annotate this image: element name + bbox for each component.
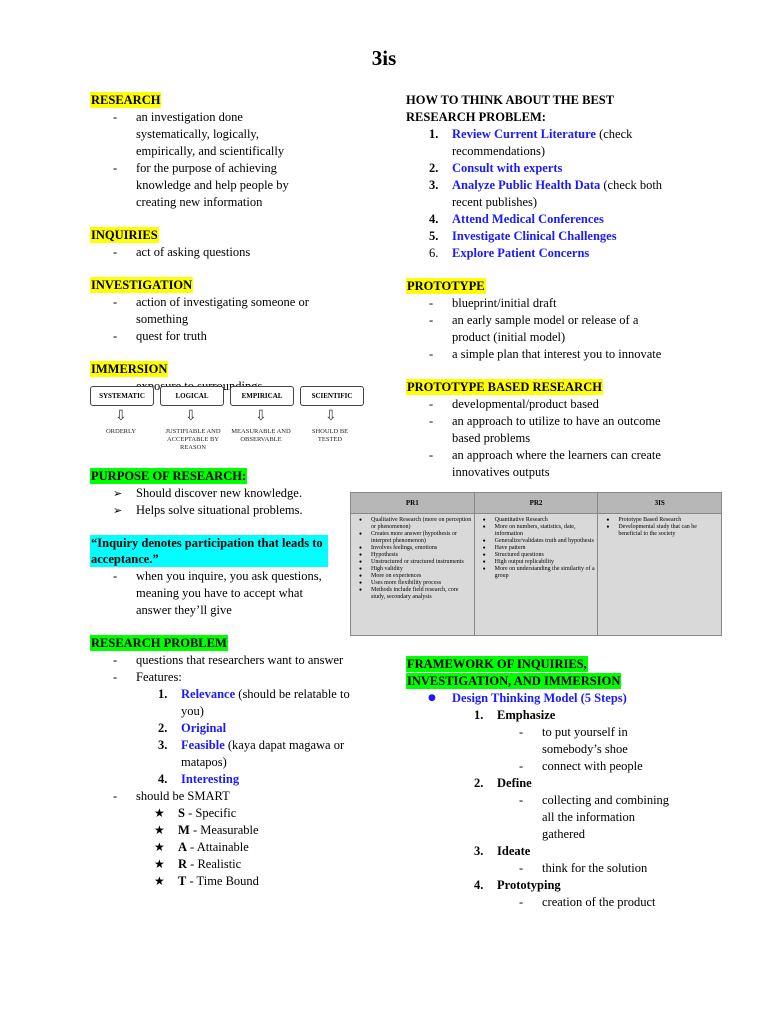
comparison-table: [350, 492, 722, 636]
prototype-based-heading: PROTOTYPE BASED RESEARCH: [407, 380, 602, 394]
right-column: [406, 92, 706, 481]
smart-item: ★ A - Attainable: [90, 839, 362, 856]
purpose-section: [90, 468, 362, 519]
framework-section: [406, 656, 706, 911]
table-cell-pr2: [474, 514, 598, 636]
table-bullet: ● Quantitative Research: [481, 517, 596, 524]
smart-intro: - should be SMART: [90, 788, 362, 805]
framework-step: 2. Define - collecting and combining all the information gathered: [406, 775, 706, 843]
inquiries-heading: INQUIRIES: [91, 228, 158, 242]
inquiries-section: [90, 227, 362, 261]
table-header: 3IS: [598, 493, 722, 514]
left-column: [90, 92, 362, 395]
inquiries-item: - act of asking questions: [90, 244, 362, 261]
framework-model: ● Design Thinking Model (5 Steps): [406, 690, 706, 707]
prototype-item: - an early sample model or release of a product (initial model): [406, 312, 671, 346]
research-item: - for the purpose of achieving knowledge and help people by creating new information: [90, 160, 315, 211]
prototype-item: - blueprint/initial draft: [406, 295, 671, 312]
framework-step: 3. Ideate - think for the solution: [406, 843, 706, 877]
prototype-section: [406, 278, 706, 363]
table-bullet: ● High validity: [357, 566, 472, 573]
feature-item: 1. Relevance (should be relatable to you): [158, 687, 350, 718]
best-problem-item: 5. Investigate Clinical Challenges: [429, 229, 617, 243]
step-item: - think for the solution: [406, 860, 706, 877]
page-title: 3is: [371, 46, 397, 70]
down-arrow-icon: ⇩: [325, 408, 337, 424]
research-characteristics-diagram: [90, 386, 362, 456]
diagram-box: LOGICAL: [160, 386, 224, 406]
feature-item: 2. Original: [158, 721, 227, 735]
investigation-heading: INVESTIGATION: [91, 278, 193, 292]
feature-item: 3. Feasible (kaya dapat magawa or matapos): [158, 738, 345, 769]
prototype-based-section: [406, 379, 706, 481]
prototype-based-item: - an approach to utilize to have an outcome based problems: [406, 413, 671, 447]
quote-item: - when you inquire, you ask questions, meaning you have to accept what answer they’ll give: [90, 568, 330, 619]
prototype-item: - a simple plan that interest you to innovate: [406, 346, 671, 363]
research-item: - an investigation done systematically, logically, empirically, and scientifically: [90, 109, 315, 160]
step-item: - collecting and combining all the information gathered: [406, 792, 676, 843]
best-problem-item: 1. Review Current Literature (check recommendations): [429, 127, 633, 158]
table-cell-3is: [598, 514, 722, 636]
table-bullet: ● Unstructured or structured instruments: [357, 559, 472, 566]
step-item: - connect with people: [406, 758, 668, 775]
step-item: - creation of the product: [406, 894, 706, 911]
best-problem-item: 6. Explore Patient Concerns: [429, 246, 590, 260]
diagram-label: SHOULD BE TESTED: [311, 428, 349, 443]
smart-item: ★ R - Realistic: [90, 856, 362, 873]
framework-heading-line2: INVESTIGATION, AND IMMERSION: [407, 674, 621, 688]
quote-text: “Inquiry denotes participation that leads to acceptance.”: [90, 535, 328, 567]
table-bullet: ● Creates more answer (hypothesis or interpret phenomenon): [357, 531, 472, 545]
purpose-item: ➢ Should discover new knowledge.: [90, 485, 362, 502]
best-problem-section: [406, 92, 706, 262]
best-problem-item: 3. Analyze Public Health Data (check both recent publishes): [429, 178, 663, 209]
purpose-heading: PURPOSE OF RESEARCH:: [91, 469, 247, 483]
research-problem-heading: RESEARCH PROBLEM: [91, 636, 227, 650]
investigation-section: [90, 277, 362, 345]
research-problem-item: - questions that researchers want to answer: [90, 652, 362, 669]
table-bullet: ● Methods include field research, core study, secondary analysis: [357, 587, 472, 601]
table-bullet: ● Qualitative Research (more on perception or phenomenon): [357, 517, 472, 531]
investigation-item: - action of investigating someone or something: [90, 294, 315, 328]
table-header: PR2: [474, 493, 598, 514]
table-bullet: ● Involves feelings, emotions: [357, 545, 472, 552]
table-bullet: ● More on numbers, statistics, date, information: [481, 524, 596, 538]
diagram-label: ORDERLY: [105, 428, 137, 435]
smart-item: ★ M - Measurable: [90, 822, 362, 839]
diagram-box: SYSTEMATIC: [90, 386, 154, 406]
diagram-label: JUSTIFIABLE AND ACCEPTABLE BY REASON: [165, 428, 221, 451]
down-arrow-icon: ⇩: [115, 408, 127, 424]
research-section: [90, 92, 362, 211]
framework-step: 1. Emphasize - to put yourself in somebody’s shoe - connect with people: [406, 707, 706, 775]
down-arrow-icon: ⇩: [185, 408, 197, 424]
table-bullet: ● Hypothesis: [357, 552, 472, 559]
prototype-based-item: - developmental/product based: [406, 396, 671, 413]
table-bullet: ● High output replicability: [481, 559, 596, 566]
prototype-based-item: - an approach where the learners can create innovatives outputs: [406, 447, 671, 481]
table-bullet: ● Structured questions: [481, 552, 596, 559]
left-column-lower: [90, 468, 362, 890]
smart-item: ★ T - Time Bound: [90, 873, 362, 890]
table-cell-pr1: [351, 514, 475, 636]
diagram-label: MEASURABLE AND OBSERVABLE: [231, 428, 291, 443]
table-bullet: ● More on experiences: [357, 573, 472, 580]
immersion-heading: IMMERSION: [91, 362, 168, 376]
table-bullet: ● Uses more flexibility process: [357, 580, 472, 587]
immersion-item: - exposure surroundings: [90, 378, 362, 395]
table-header: PR1: [351, 493, 475, 514]
research-heading: RESEARCH: [91, 93, 161, 107]
best-problem-heading: HOW TO THINK ABOUT THE BEST RESEARCH PROBLEM:: [406, 93, 614, 124]
smart-item: ★ S - Specific: [90, 805, 362, 822]
diagram-box: EMPIRICAL: [230, 386, 294, 406]
table-bullet: ● Developmental study that can be beneficial to the society: [604, 524, 719, 538]
table-bullet: ● Have pattern: [481, 545, 596, 552]
quote-section: [90, 535, 362, 619]
research-problem-item: - Features:: [90, 669, 362, 686]
framework-step: 4. Prototyping - creation of the product: [406, 877, 706, 911]
research-problem-section: [90, 635, 362, 890]
feature-item: 4. Interesting: [158, 772, 240, 786]
investigation-item: - quest for truth: [90, 328, 315, 345]
best-problem-item: 4. Attend Medical Conferences: [429, 212, 604, 226]
table-bullet: ● More on understanding the similarity of a group: [481, 566, 596, 580]
step-item: - to put yourself in somebody’s shoe: [406, 724, 668, 758]
prototype-heading: PROTOTYPE: [407, 279, 485, 293]
purpose-item: ➢ Helps solve situational problems.: [90, 502, 362, 519]
framework-heading-line1: FRAMEWORK OF INQUIRIES,: [407, 657, 587, 671]
table-bullet: ● Generalize/validates truth and hypothesis: [481, 538, 596, 545]
diagram-box: SCIENTIFIC: [300, 386, 364, 406]
table-bullet: ● Prototype Based Research: [604, 517, 719, 524]
best-problem-item: 2. Consult with experts: [429, 161, 563, 175]
down-arrow-icon: ⇩: [255, 408, 267, 424]
